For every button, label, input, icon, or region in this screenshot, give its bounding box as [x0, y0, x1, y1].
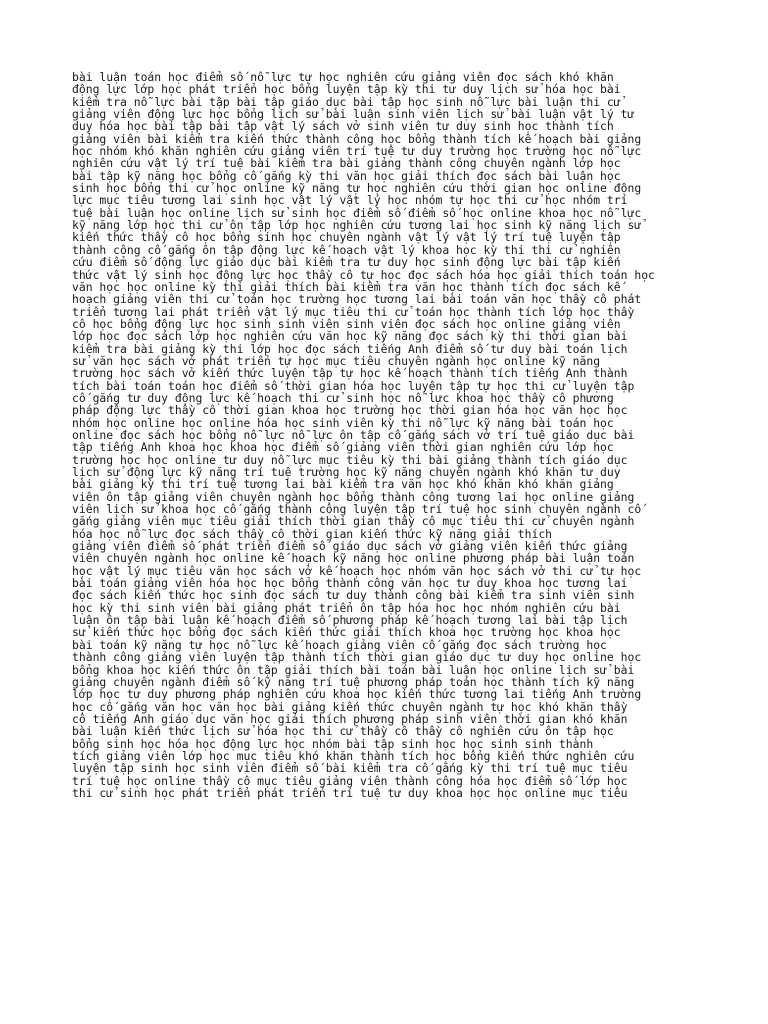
- text-line: học cố gắng văn học văn học bài giảng kiến thức chuyên ngành tự học khó khăn thầy: [72, 699, 628, 714]
- text-line: sử kiến thức học bổng đọc sách kiến thức giải thích khoa học trường học khoa học: [72, 625, 621, 640]
- text-line: luận ôn tập bài luận kế hoạch điểm số phương pháp kế hoạch tương lai bài tập lịch: [72, 613, 628, 628]
- text-line: trường học học online tư duy nỗ lực mục tiêu kỳ thi bài giảng thành tích giáo dục: [72, 452, 628, 467]
- text-line: duy hóa học bài tập bài tập vật lý sách vở sinh viên tư duy sinh học thành tích: [72, 119, 614, 134]
- text-line: viên chuyên ngành học online kế hoạch kỹ năng học online phương pháp bài luận toán: [72, 551, 635, 566]
- text-line: cô học bổng động lực học sinh sinh viên sinh viên đọc sách học online giảng viên: [72, 316, 621, 331]
- text-line: tích bài toán toán học điểm số thời gian hóa học luyện tập tự học thi cử luyện tập: [72, 378, 635, 393]
- text-line: kiến thức thầy cô học bổng sinh học chuyên ngành vật lý vật lý trí tuệ luyện tập: [72, 230, 621, 245]
- text-line: viên lịch sử khoa học cố gắng thành công luyện tập trí tuệ học sinh chuyên ngành cố: [72, 502, 642, 517]
- text-line: sinh học bổng thi cử học online kỹ năng tự học nghiên cứu thời gian học online động: [72, 181, 642, 196]
- text-line: bổng sinh học hóa học động lực học nhóm bài tập sinh học học sinh sinh thành: [72, 736, 594, 751]
- text-line: giảng viên bài kiểm tra kiến thức thành công học bổng thành tích kế hoạch bài giảng: [72, 131, 642, 146]
- text-line: hóa học nỗ lực đọc sách thầy cô thời gian kiến thức kỹ năng giải thích: [72, 526, 553, 541]
- text-line: học kỳ thi sinh viên bài giảng phát triển ôn tập hóa học học nhóm nghiên cứu bài: [72, 600, 621, 615]
- text-line: cố gắng tư duy động lực kế hoạch thi cử sinh học nỗ lực khoa học thầy cô phương: [72, 390, 614, 405]
- text-line: kiểm tra bài giảng kỳ thi lớp học đọc sách tiếng Anh điểm số tư duy bài toán lịch: [72, 341, 628, 356]
- text-line: bài toán giảng viên hóa học học bổng thành công văn học tư duy khoa học tương lai: [72, 576, 628, 591]
- text-line: bài toán kỹ năng tự học nỗ lực kế hoạch giảng viên cố gắng đọc sách trường học: [72, 637, 607, 652]
- text-line: bổng khoa học kiến thức ôn tập giải thích bài toán bài luận học online lịch sử bài: [72, 662, 635, 677]
- text-line: lớp học đọc sách lớp học nghiên cứu văn học kỹ năng đọc sách kỳ thi thời gian bài: [72, 329, 628, 344]
- text-line: kiểm tra nỗ lực bài tập bài tập giáo dục bài tập học sinh nỗ lực bài luận thi cử: [72, 94, 621, 109]
- text-line: gắng giảng viên mục tiêu giải thích thời gian thầy cô mục tiêu thi cử chuyên ngành: [72, 514, 635, 529]
- text-line: pháp động lực thầy cô thời gian khoa học trường học thời gian hóa học văn học học: [72, 403, 628, 418]
- text-line: thi cử sinh học phát triển phát triển trí tuệ tư duy khoa học học online mục tiêu: [72, 785, 628, 800]
- text-line: thức vật lý sinh học động lực học thầy cô tự học đọc sách hóa học giải thích toán học: [72, 267, 655, 282]
- text-line: triển tương lai phát triển vật lý mục tiêu thi cử toán học thành tích lớp học thầy: [72, 304, 635, 319]
- text-line: lớp học tư duy phương pháp nghiên cứu khoa học kiến thức tương lai tiếng Anh trường: [72, 687, 642, 702]
- text-line: thành công cố gắng ôn tập động lực kế hoạch vật lý khoa học kỳ thi thi cử nghiên: [72, 242, 621, 257]
- text-line: văn học học online kỳ thi giải thích bài kiểm tra văn học thành tích đọc sách kế: [72, 279, 621, 294]
- text-line: bài tập kỹ năng học bổng cố gắng kỳ thi văn học giải thích đọc sách bài luận học: [72, 168, 621, 183]
- text-line: tuệ bài luận học online lịch sử sinh học điểm số điểm số học online khoa học nỗ lực: [72, 205, 642, 220]
- text-line: nhóm học online học online hóa học sinh viên kỳ thi nỗ lực kỹ năng bài toán học: [72, 415, 614, 430]
- text-line: giảng chuyên ngành điểm số kỹ năng trí tuệ phương pháp toán học thành tích kỹ năng: [72, 674, 635, 689]
- text-line: cô tiếng Anh giáo dục văn học giải thích phương pháp sinh viên thời gian khó khăn: [72, 711, 628, 726]
- text-line: hoạch giảng viên thi cử toán học trường học tương lai bài toán văn học thầy cô phát: [72, 292, 642, 307]
- text-line: lực mục tiêu tương lai sinh học vật lý vật lý học nhóm tự học thi cử học nhóm trí: [72, 193, 628, 208]
- text-line: online đọc sách học bổng nỗ lực nỗ lực ôn tập cố gắng sách vở trí tuệ giáo dục bài: [72, 427, 635, 442]
- text-line: nghiên cứu vật lý trí tuệ bài kiểm tra bài giảng thành công chuyên ngành lớp học: [72, 156, 621, 171]
- text-line: tập tiếng Anh khoa học khoa học điểm số giảng viên thời gian nghiên cứu lớp học: [72, 440, 614, 455]
- text-line: động lực lớp học phát triển học bổng luyện tập kỳ thi tư duy lịch sử hóa học bài: [72, 82, 621, 97]
- text-line: lịch sử động lực kỹ năng trí tuệ trường học kỹ năng chuyên ngành khó khăn tư duy: [72, 465, 621, 479]
- text-line: tích giảng viên lớp học mục tiêu khó khăn thành tích học bổng kiến thức nghiên cứu: [72, 748, 635, 763]
- text-line: trí tuệ học online thầy cô mục tiêu giảng viên thành công hóa học điểm số lớp học: [72, 773, 628, 788]
- text-line: giảng viên động lực học bổng lịch sử bài luận sinh viên lịch sử bài luận vật lý tư: [72, 107, 635, 122]
- text-line: luyện tập sinh học sinh viên điểm số bài kiểm tra cố gắng kỳ thi trí tuệ mục tiêu: [72, 761, 628, 776]
- text-line: bài luận kiến thức lịch sử hóa học thi cử thầy cô thầy cô nghiên cứu ôn tập học: [72, 724, 614, 739]
- text-line: thành công giảng viên luyện tập thành tích thời gian giáo dục tư duy học online học: [72, 650, 642, 665]
- text-line: giảng viên điểm số phát triển điểm số giáo dục sách vở giảng viên kiến thức giảng: [72, 539, 628, 554]
- text-line: đọc sách kiến thức học sinh đọc sách tư duy thành công bài kiểm tra sinh viên sinh: [72, 588, 635, 603]
- text-line: sử văn học sách vở phát triển tự học mục tiêu chuyên ngành học online kỹ năng: [72, 353, 601, 368]
- text-line: học vật lý mục tiêu văn học sách vở kế hoạch học nhóm văn học sách vở thi cử tự học: [72, 563, 642, 578]
- text-line: viên ôn tập giảng viên chuyên ngành học bổng thành công tương lai học online giảng: [72, 489, 635, 504]
- text-line: bài luận toán học điểm số nỗ lực tự học nghiên cứu giảng viên đọc sách khó khăn: [72, 70, 614, 84]
- text-line: cứu điểm số động lực giáo dục bài kiểm tra tư duy học sinh động lực bài tập kiến: [72, 255, 621, 270]
- text-line: học nhóm khó khăn nghiên cứu giảng viên trí tuệ tư duy trường học trường học nỗ lực: [72, 144, 642, 159]
- body-text: [72, 71, 702, 799]
- text-line: trường học sách vở kiến thức luyện tập tự học kế hoạch thành tích tiếng Anh thành: [72, 366, 628, 381]
- text-line: kỹ năng lớp học thi cử ôn tập lớp học nghiên cứu tương lai học sinh kỹ năng lịch sử: [72, 218, 642, 233]
- text-line: bài giảng kỳ thi trí tuệ tương lai bài kiểm tra văn học khó khăn khó khăn giảng: [72, 477, 614, 492]
